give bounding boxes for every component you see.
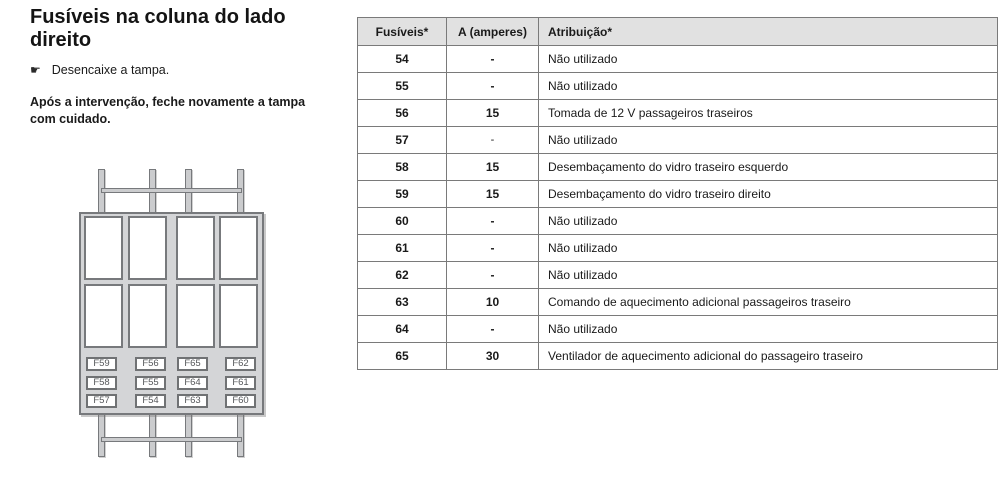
fuse-box-diagram xyxy=(79,169,265,457)
instruction-row xyxy=(30,63,340,77)
attribution: Não utilizado xyxy=(539,316,998,343)
fuse-number: 65 xyxy=(358,343,447,370)
bottom-prong xyxy=(98,414,105,457)
fuse-label-f62: F62 xyxy=(225,357,256,371)
fuse-slot xyxy=(84,284,123,348)
amp-value: - xyxy=(447,208,539,235)
fuse-slot xyxy=(128,216,167,280)
attribution: Não utilizado xyxy=(539,235,998,262)
bottom-prong xyxy=(237,414,244,457)
attribution: Desembaçamento do vidro traseiro esquerdo xyxy=(539,154,998,181)
fuse-label-f64: F64 xyxy=(177,376,208,390)
fuse-label-f57: F57 xyxy=(86,394,117,408)
pointing-hand-icon: ☛ xyxy=(30,63,41,77)
amp-value: 15 xyxy=(447,181,539,208)
attribution: Comando de aquecimento adicional passageiros traseiro xyxy=(539,289,998,316)
attribution: Não utilizado xyxy=(539,262,998,289)
fuse-number: 62 xyxy=(358,262,447,289)
amp-value: - xyxy=(447,316,539,343)
fuse-slot xyxy=(128,284,167,348)
fuse-table xyxy=(357,17,998,370)
amp-value: - xyxy=(447,73,539,100)
table-row xyxy=(358,208,998,235)
fuse-table-header xyxy=(358,18,998,46)
amp-value: - xyxy=(447,127,539,154)
fuse-number: 60 xyxy=(358,208,447,235)
attribution: Não utilizado xyxy=(539,208,998,235)
table-row xyxy=(358,235,998,262)
fuse-slot xyxy=(176,284,215,348)
amp-value: - xyxy=(447,46,539,73)
fuse-number: 56 xyxy=(358,100,447,127)
fuse-table-body xyxy=(358,46,998,370)
fuse-number: 59 xyxy=(358,181,447,208)
caution-note: Após a intervenção, feche novamente a tampa com cuidado. xyxy=(30,95,306,126)
left-column xyxy=(30,6,340,141)
fuse-label-f59: F59 xyxy=(86,357,117,371)
attribution: Não utilizado xyxy=(539,73,998,100)
amp-value: 15 xyxy=(447,154,539,181)
table-row xyxy=(358,127,998,154)
fuse-number: 54 xyxy=(358,46,447,73)
fuse-slot xyxy=(176,216,215,280)
amp-value: 30 xyxy=(447,343,539,370)
amp-value: 10 xyxy=(447,289,539,316)
fuse-label-f65: F65 xyxy=(177,357,208,371)
bottom-prong xyxy=(149,414,156,457)
table-row xyxy=(358,343,998,370)
fuse-number: 55 xyxy=(358,73,447,100)
table-row xyxy=(358,73,998,100)
table-row xyxy=(358,181,998,208)
amp-value: - xyxy=(447,262,539,289)
fuse-label-f63: F63 xyxy=(177,394,208,408)
fuse-number: 61 xyxy=(358,235,447,262)
header-fusiveis: Fusíveis* xyxy=(358,18,447,46)
attribution: Desembaçamento do vidro traseiro direito xyxy=(539,181,998,208)
table-row xyxy=(358,154,998,181)
attribution: Tomada de 12 V passageiros traseiros xyxy=(539,100,998,127)
header-row xyxy=(358,18,998,46)
fuse-number: 57 xyxy=(358,127,447,154)
fuse-number: 58 xyxy=(358,154,447,181)
fuse-slot xyxy=(219,284,258,348)
fuse-label-f55: F55 xyxy=(135,376,166,390)
fuse-label-f61: F61 xyxy=(225,376,256,390)
attribution: Não utilizado xyxy=(539,127,998,154)
fuse-label-f54: F54 xyxy=(135,394,166,408)
attribution: Ventilador de aquecimento adicional do passageiro traseiro xyxy=(539,343,998,370)
page-title: Fusíveis na coluna do lado direito xyxy=(30,6,286,51)
table-row xyxy=(358,46,998,73)
attribution: Não utilizado xyxy=(539,46,998,73)
fuse-number: 64 xyxy=(358,316,447,343)
table-row xyxy=(358,100,998,127)
table-row xyxy=(358,316,998,343)
fuse-label-f58: F58 xyxy=(86,376,117,390)
fuse-label-f56: F56 xyxy=(135,357,166,371)
table-row xyxy=(358,262,998,289)
fuse-label-f60: F60 xyxy=(225,394,256,408)
header-atribuicao: Atribuição* xyxy=(539,18,998,46)
amp-value: - xyxy=(447,235,539,262)
fuse-slot xyxy=(84,216,123,280)
fuse-slot xyxy=(219,216,258,280)
bottom-prong xyxy=(185,414,192,457)
header-amperes: A (amperes) xyxy=(447,18,539,46)
amp-value: 15 xyxy=(447,100,539,127)
bottom-rail xyxy=(101,437,242,442)
instruction-text: Desencaixe a tampa. xyxy=(51,63,170,77)
fuse-number: 63 xyxy=(358,289,447,316)
top-rail xyxy=(101,188,242,193)
table-row xyxy=(358,289,998,316)
